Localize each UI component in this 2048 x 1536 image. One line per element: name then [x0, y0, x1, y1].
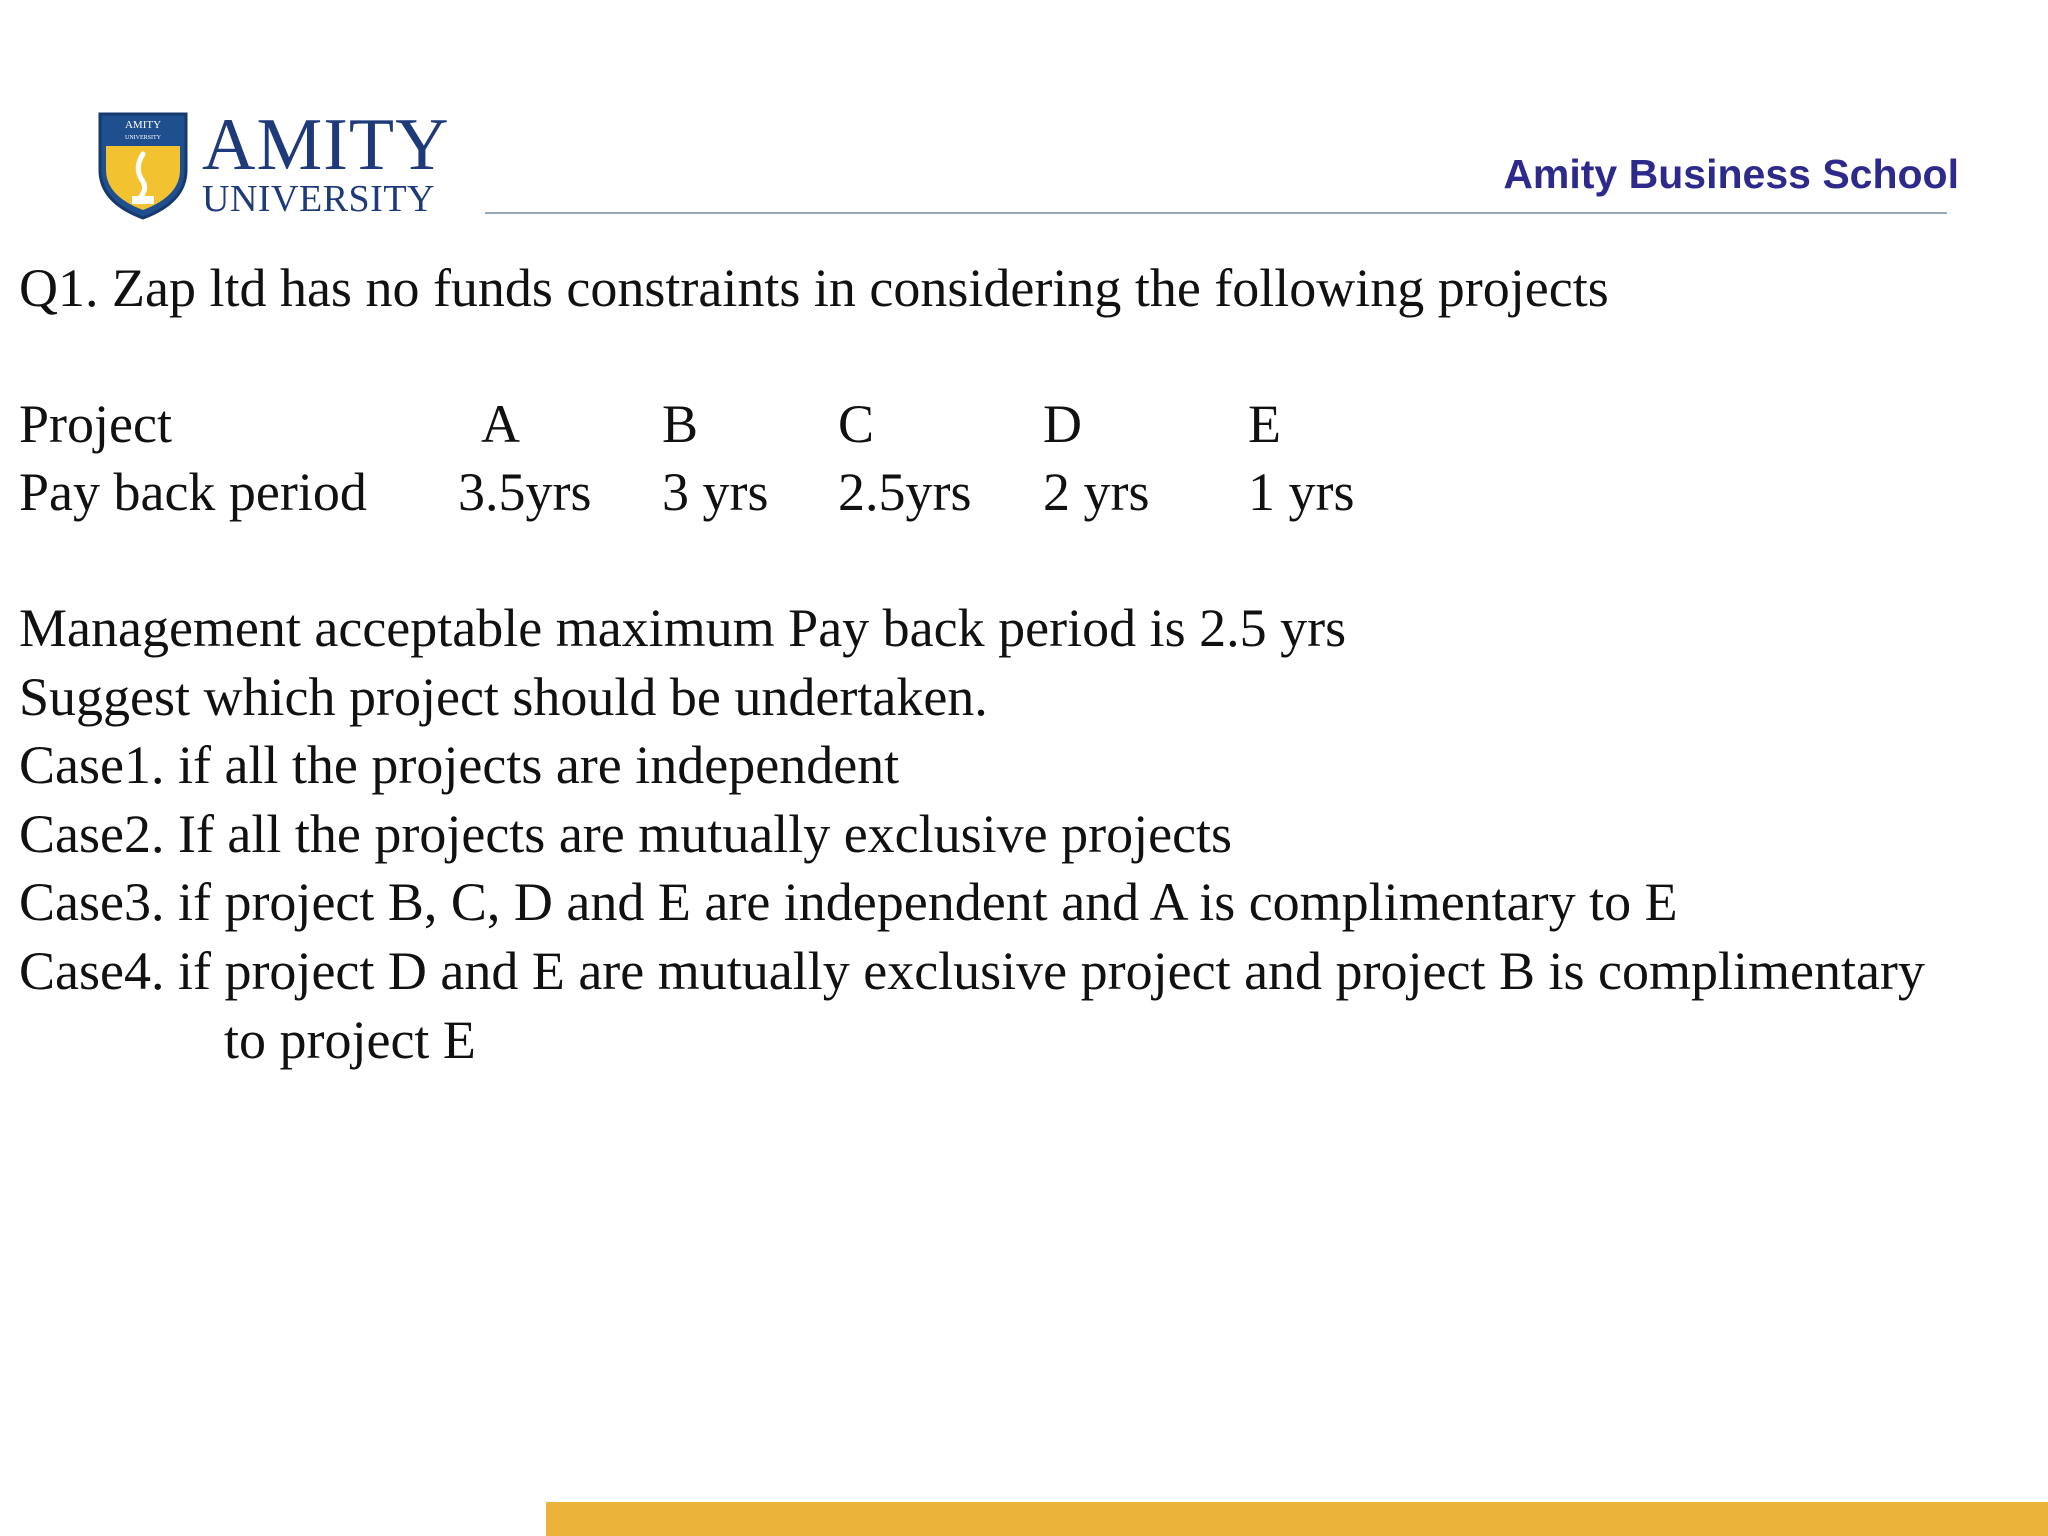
payback-value: 1 yrs — [1248, 462, 1355, 522]
payback-value: 2 yrs — [1043, 462, 1150, 522]
case-1: Case1. if all the projects are independent — [19, 735, 900, 795]
project-name: A — [481, 394, 520, 454]
case-4-continuation: to project E — [224, 1010, 476, 1070]
case-3: Case3. if project B, C, D and E are independent and A is complimentary to E — [19, 872, 1678, 932]
instruction-line: Suggest which project should be undertaken. — [19, 667, 988, 727]
case-4: Case4. if project D and E are mutually exclusive project and project B is complimentary — [19, 941, 1925, 1001]
footer-accent-bar — [546, 1502, 2048, 1536]
max-payback-statement: Management acceptable maximum Pay back period is 2.5 yrs — [19, 598, 1347, 658]
svg-text:UNIVERSITY: UNIVERSITY — [125, 135, 161, 141]
payback-value: 2.5yrs — [838, 462, 972, 522]
case-2: Case2. If all the projects are mutually exclusive projects — [19, 804, 1233, 864]
payback-value: 3.5yrs — [458, 462, 592, 522]
logo-wordmark: AMITY — [202, 104, 450, 186]
project-name: D — [1043, 394, 1082, 454]
question-title: Q1. Zap ltd has no funds constraints in considering the following projects — [19, 258, 1609, 318]
payback-value: 3 yrs — [662, 462, 769, 522]
project-name: C — [838, 394, 875, 454]
logo-subtitle: UNIVERSITY — [202, 178, 435, 220]
project-name: B — [662, 394, 699, 454]
payback-row-label: Pay back period — [19, 462, 367, 522]
svg-text:AMITY: AMITY — [124, 119, 162, 131]
header-divider — [485, 212, 1947, 214]
project-name: E — [1248, 394, 1281, 454]
amity-shield-icon — [96, 110, 190, 220]
project-row-label: Project — [19, 394, 172, 454]
amity-logo — [96, 104, 450, 224]
school-name: Amity Business School — [1503, 151, 1959, 197]
